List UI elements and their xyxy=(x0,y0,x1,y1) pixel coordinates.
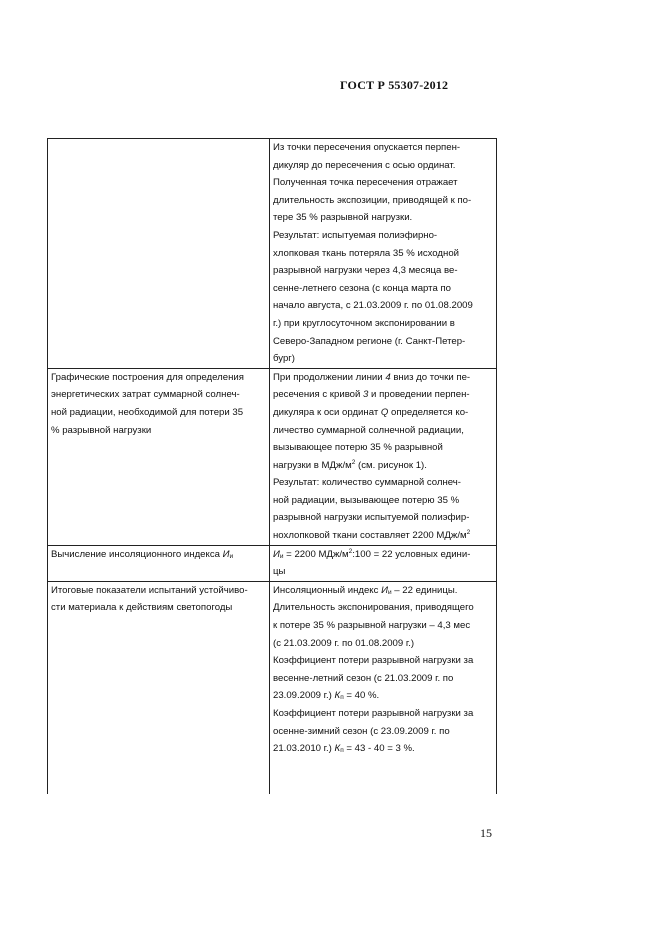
text-line: сти материала к действиям светопогоды xyxy=(51,602,233,614)
text-line: Итоговые показатели испытаний устойчиво- xyxy=(51,584,248,596)
text-line: Длительность экспонирования, приводящего xyxy=(273,602,474,614)
text-line: осенне-зимний сезон (с 23.09.2009 г. по xyxy=(273,725,450,737)
text-line: тере 35 % разрывной нагрузки. xyxy=(273,212,413,224)
text-segment: = 40 %. xyxy=(343,690,380,702)
table-cell-right xyxy=(270,545,497,581)
text-line xyxy=(273,404,493,422)
page-number: 15 xyxy=(480,826,492,840)
text-line xyxy=(273,386,493,404)
text-segment: вниз до точки пе- xyxy=(390,371,471,383)
text-segment: – 22 единицы. xyxy=(391,584,458,596)
text-segment: дикуляра к оси ординат xyxy=(273,406,381,418)
index-symbol: И xyxy=(273,548,280,560)
index-symbol: И xyxy=(222,548,230,560)
subscript: и xyxy=(279,552,284,560)
text-line xyxy=(273,687,493,705)
text-line: Из точки пересечения опускается перпен- xyxy=(273,142,461,153)
text-segment: При продолжении линии xyxy=(273,371,386,383)
table-cell-left xyxy=(48,139,270,369)
coefficient-symbol: К xyxy=(334,690,341,702)
table-cell-left xyxy=(48,545,270,581)
document-code-header: ГОСТ Р 55307-2012 xyxy=(340,78,449,92)
coefficient-symbol: К xyxy=(334,743,341,755)
text-line: весенне-летний сезон (с 21.03.2009 г. по xyxy=(273,672,454,684)
superscript: 2 xyxy=(466,529,471,537)
text-line: бург) xyxy=(273,353,296,365)
text-line: Результат: испытуемая полиэфирно- xyxy=(273,229,438,241)
text-line: вызывающее потерю 35 % разрывной xyxy=(273,442,443,454)
text-segment: нагрузки в МДж/м xyxy=(273,459,352,471)
text-segment: Инсоляционный индекс xyxy=(273,584,382,596)
text-line: энергетических затрат суммарной солнеч- xyxy=(51,389,240,401)
text-line: Полученная точка пересечения отражает xyxy=(273,177,458,189)
text-segment: 21.03.2010 г.) xyxy=(273,743,335,755)
curve-number-ref: 3 xyxy=(363,389,369,401)
text-line: хлопковая ткань потеряла 35 % исходной xyxy=(273,247,460,259)
text-segment: нохлопковой ткани составляет 2200 МДж/м xyxy=(273,530,467,542)
results-table xyxy=(47,138,497,794)
text-line: Коэффициент потери разрывной нагрузки за xyxy=(273,708,474,719)
text-segment: (см. рисунок 1). xyxy=(355,459,427,471)
text-line: цы xyxy=(273,566,286,578)
text-line: ной радиации, необходимой для потери 35 xyxy=(51,406,244,418)
subscript: и xyxy=(387,588,392,596)
text-line xyxy=(273,582,493,600)
text-line xyxy=(273,546,493,564)
table-cell-right xyxy=(270,581,497,794)
text-segment: 23.09.2009 г.) xyxy=(273,690,335,702)
text-line xyxy=(51,546,266,564)
text-segment: = 43 - 40 = 3 %. xyxy=(343,743,415,755)
superscript: 2 xyxy=(348,547,353,555)
text-segment: определяется ко- xyxy=(388,406,469,418)
text-segment: ресечения с кривой xyxy=(273,389,364,401)
text-segment: и проведении перпен- xyxy=(368,389,470,401)
subscript: и xyxy=(229,552,234,560)
line-number-ref: 4 xyxy=(385,371,391,383)
text-line: разрывной нагрузки через 4,3 месяца ве- xyxy=(273,265,458,277)
text-line: дикуляр до пересечения с осью ординат. xyxy=(273,159,456,171)
text-line: начало августа, с 21.03.2009 г. по 01.08.2009 xyxy=(273,300,473,312)
subscript: п xyxy=(340,747,344,755)
text-line xyxy=(273,369,493,387)
text-segment: :100 = 22 условных едини- xyxy=(352,548,471,560)
text-line: Коэффициент потери разрывной нагрузки за xyxy=(273,655,474,667)
table-row xyxy=(48,545,497,581)
text-line: г.) при круглосуточном экспонировании в xyxy=(273,317,455,329)
subscript: п xyxy=(340,694,344,702)
text-line xyxy=(273,527,493,545)
text-line: разрывной нагрузки испытуемой полиэфир- xyxy=(273,512,470,524)
table-row xyxy=(48,581,497,794)
table-row xyxy=(48,139,497,369)
axis-symbol: Q xyxy=(380,406,389,418)
text-line: Северо-Западном регионе (г. Санкт-Петер- xyxy=(273,335,466,347)
text-line: Графические построения для определения xyxy=(51,371,244,383)
text-segment: Вычисление инсоляционного индекса xyxy=(51,548,223,560)
text-line: длительность экспозиции, приводящей к по- xyxy=(273,194,472,206)
table-cell-right xyxy=(270,368,497,545)
text-line: к потере 35 % разрывной нагрузки – 4,3 мес xyxy=(273,620,471,632)
text-line: ной радиации, вызывающее потерю 35 % xyxy=(273,494,460,506)
text-line xyxy=(273,740,493,758)
text-line: сенне-летнего сезона (с конца марта по xyxy=(273,282,452,294)
text-line: (с 21.03.2009 г. по 01.08.2009 г.) xyxy=(273,637,415,649)
table-cell-right xyxy=(270,139,497,369)
text-segment: = 2200 МДж/м xyxy=(283,548,349,560)
index-symbol: И xyxy=(381,584,388,596)
text-line: % разрывной нагрузки xyxy=(51,424,152,436)
text-line: Результат: количество суммарной солнеч- xyxy=(273,477,462,489)
text-line: личество суммарной солнечной радиации, xyxy=(273,424,464,436)
text-line xyxy=(273,457,493,475)
table-cell-left xyxy=(48,368,270,545)
table-cell-left xyxy=(48,581,270,794)
table-row xyxy=(48,368,497,545)
superscript: 2 xyxy=(351,458,356,466)
